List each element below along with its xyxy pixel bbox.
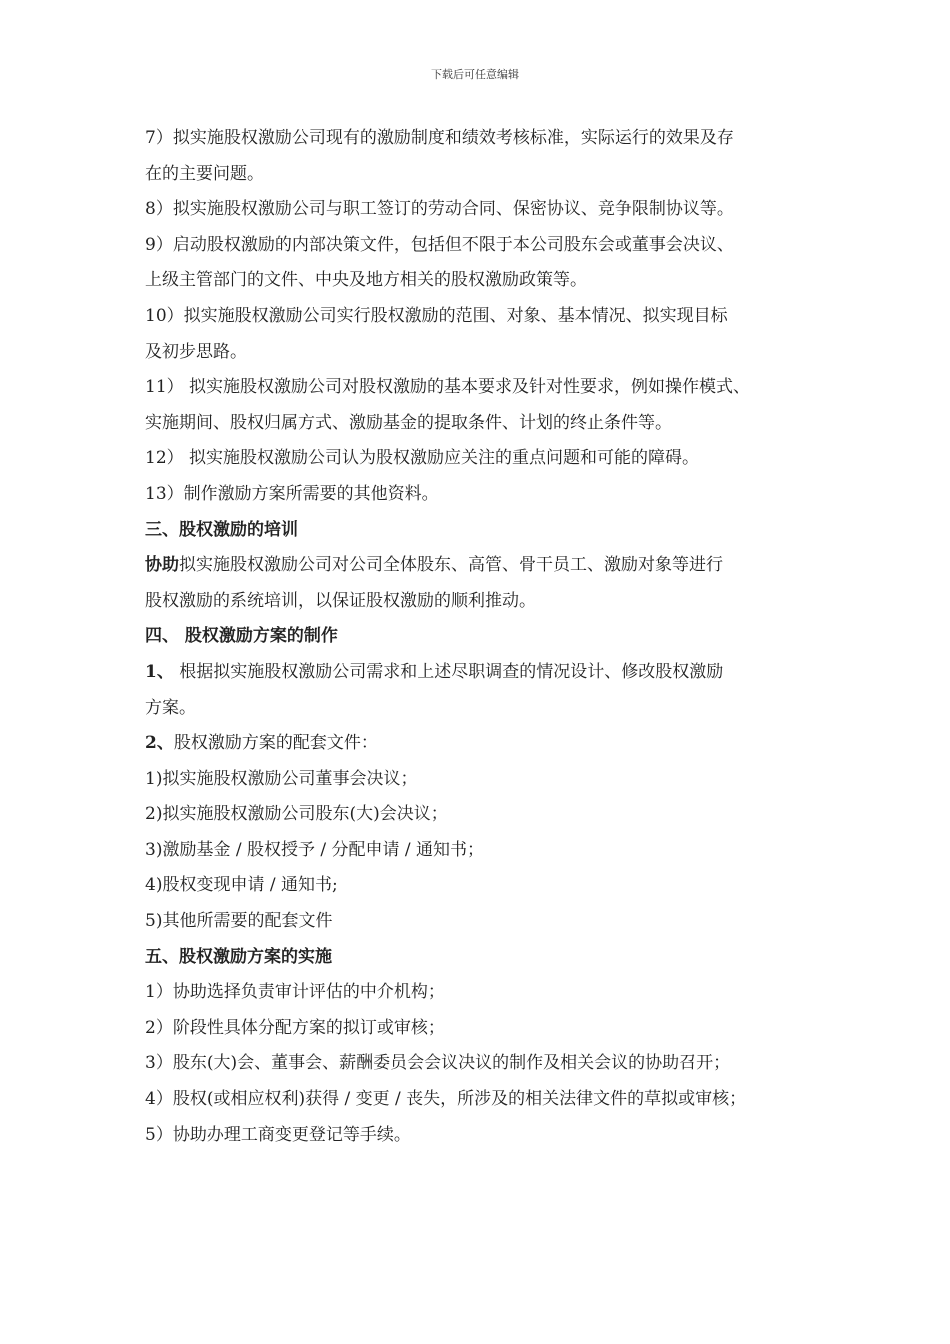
- section-heading: [145, 940, 825, 976]
- line-text: 10）拟实施股权激励公司实行股权激励的范围、对象、基本情况、拟实现目标: [145, 305, 728, 326]
- paragraph-line: [145, 726, 825, 762]
- paragraph-line: [145, 548, 825, 584]
- line-text: 9）启动股权激励的内部决策文件，包括但不限于本公司股东会或董事会决议、: [145, 234, 734, 255]
- paragraph-line: [145, 121, 825, 157]
- line-text: 五、股权激励方案的实施: [145, 946, 332, 967]
- paragraph-line: [145, 975, 825, 1011]
- line-text: 13）制作激励方案所需要的其他资料。: [145, 483, 439, 504]
- paragraph-line: [145, 833, 825, 869]
- line-text: 11） 拟实施股权激励公司对股权激励的基本要求及针对性要求，例如操作模式、: [145, 377, 751, 398]
- line-text: 1）协助选择负责审计评估的中介机构；: [145, 982, 445, 1003]
- paragraph-line: [145, 1046, 825, 1082]
- paragraph-line: [145, 477, 825, 513]
- paragraph-line: [145, 868, 825, 904]
- paragraph-line: [145, 299, 825, 335]
- paragraph-line: [145, 584, 825, 620]
- line-text: 2)拟实施股权激励公司股东(大)会决议；: [145, 804, 448, 825]
- paragraph-line: [145, 1011, 825, 1047]
- line-text: 实施期间、股权归属方式、激励基金的提取条件、计划的终止条件等。: [145, 412, 672, 433]
- page-header: 下载后可任意编辑: [431, 68, 519, 81]
- line-text: 12） 拟实施股权激励公司认为股权激励应关注的重点问题和可能的障碍。: [145, 448, 700, 469]
- paragraph-line: [145, 655, 825, 691]
- paragraph-line: [145, 1082, 825, 1118]
- document-body: [145, 121, 825, 1153]
- line-text: 3）股东(大)会、董事会、薪酬委员会会议决议的制作及相关会议的协助召开；: [145, 1053, 731, 1074]
- paragraph-line: [145, 691, 825, 727]
- paragraph-line: [145, 762, 825, 798]
- section-heading: [145, 513, 825, 549]
- line-text: 股权激励方案的配套文件：: [173, 733, 378, 754]
- paragraph-line: [145, 1118, 825, 1154]
- line-text: 根据拟实施股权激励公司需求和上述尽职调查的情况设计、修改股权激励: [173, 661, 724, 682]
- paragraph-line: [145, 441, 825, 477]
- line-text: 四、 股权激励方案的制作: [145, 626, 338, 647]
- line-text: 4)股权变现申请 / 通知书;: [145, 875, 338, 896]
- line-text: 股权激励的系统培训，以保证股权激励的顺利推动。: [145, 590, 536, 611]
- line-text: 上级主管部门的文件、中央及地方相关的股权激励政策等。: [145, 270, 587, 291]
- paragraph-line: [145, 192, 825, 228]
- paragraph-line: [145, 370, 825, 406]
- line-text: 拟实施股权激励公司对公司全体股东、高管、骨干员工、激励对象等进行: [179, 555, 723, 576]
- paragraph-lead: 1、: [145, 661, 174, 682]
- line-text: 7）拟实施股权激励公司现有的激励制度和绩效考核标准，实际运行的效果及存: [145, 128, 734, 148]
- paragraph-line: [145, 904, 825, 940]
- section-heading: [145, 619, 825, 655]
- line-text: 3)激励基金 / 股权授予 / 分配申请 / 通知书；: [145, 839, 485, 860]
- line-text: 在的主要问题。: [145, 163, 264, 184]
- paragraph-line: [145, 263, 825, 299]
- line-text: 5）协助办理工商变更登记等手续。: [145, 1124, 411, 1145]
- line-text: 三、股权激励的培训: [145, 519, 298, 540]
- paragraph-line: [145, 157, 825, 193]
- paragraph-lead: 协助: [145, 555, 179, 576]
- paragraph-line: [145, 228, 825, 264]
- line-text: 2）阶段性具体分配方案的拟订或审核；: [145, 1017, 445, 1038]
- line-text: 1)拟实施股权激励公司董事会决议；: [145, 768, 418, 789]
- line-text: 及初步思路。: [145, 341, 247, 362]
- line-text: 方案。: [145, 697, 196, 718]
- paragraph-lead: 2、: [145, 733, 174, 754]
- paragraph-line: [145, 335, 825, 371]
- paragraph-line: [145, 797, 825, 833]
- line-text: 8）拟实施股权激励公司与职工签订的劳动合同、保密协议、竞争限制协议等。: [145, 199, 734, 220]
- line-text: 4）股权(或相应权利)获得 / 变更 / 丧失，所涉及的相关法律文件的草拟或审核；: [145, 1089, 747, 1110]
- line-text: 5)其他所需要的配套文件: [145, 911, 333, 932]
- paragraph-line: [145, 406, 825, 442]
